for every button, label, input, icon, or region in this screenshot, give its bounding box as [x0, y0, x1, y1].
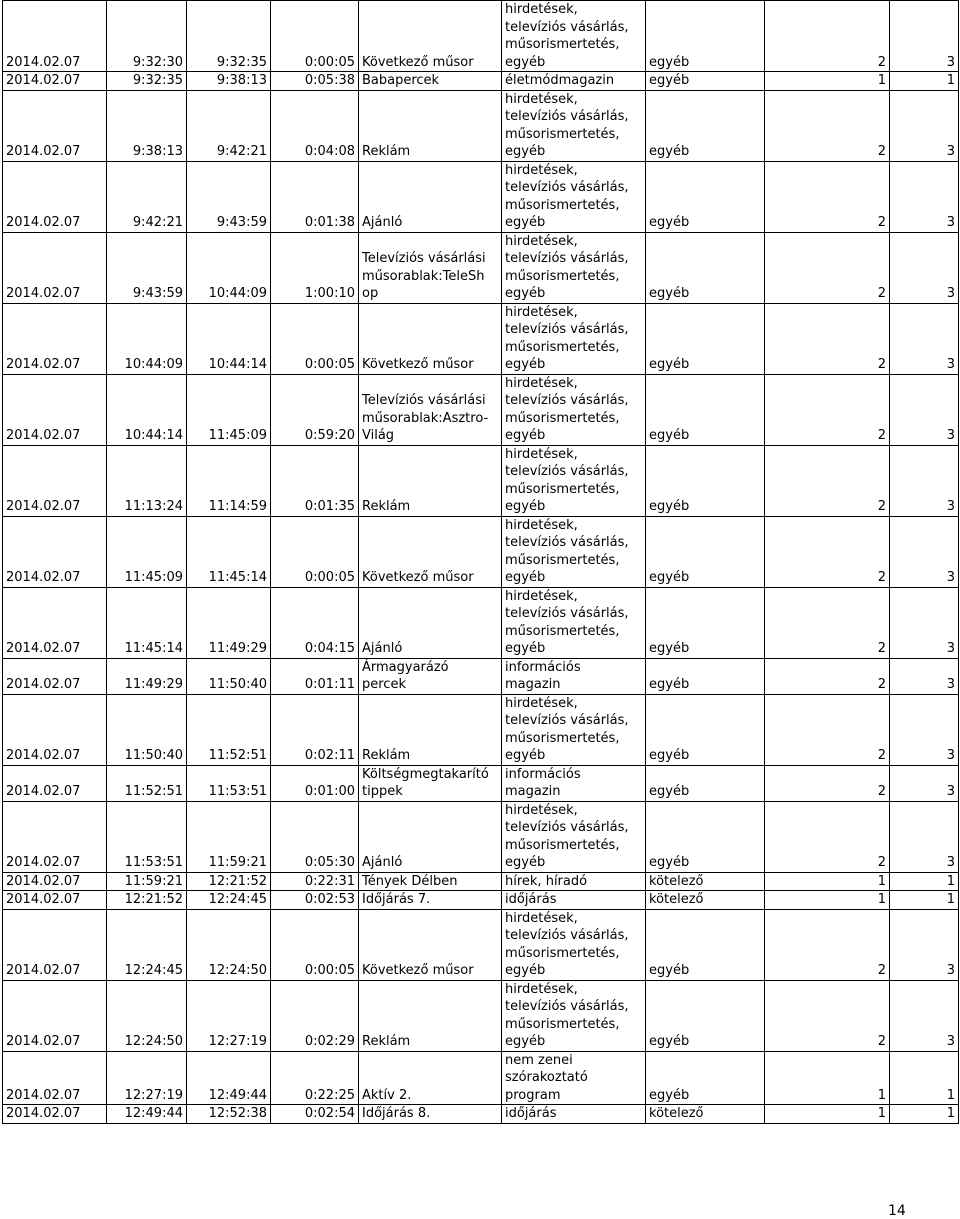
date-cell: 2014.02.07 — [3, 1051, 107, 1105]
date-cell: 2014.02.07 — [3, 445, 107, 516]
broadcast-log-table — [2, 0, 959, 1124]
code-cell: 2 — [765, 909, 890, 980]
genre-cell: hirdetések, televíziós vásárlás, műsorismertetés, egyéb — [502, 303, 646, 374]
table-row — [3, 587, 959, 658]
end-time-cell: 12:24:50 — [187, 909, 271, 980]
date-cell: 2014.02.07 — [3, 303, 107, 374]
duration-cell: 0:01:11 — [271, 658, 359, 694]
table-row — [3, 801, 959, 872]
category-cell: kötelező — [646, 872, 765, 891]
duration-cell: 0:04:15 — [271, 587, 359, 658]
category-cell: egyéb — [646, 694, 765, 765]
table-row — [3, 872, 959, 891]
table-row — [3, 891, 959, 910]
category-cell: egyéb — [646, 801, 765, 872]
start-time-cell: 11:59:21 — [107, 872, 187, 891]
class-cell: 3 — [890, 694, 959, 765]
program-title-cell: Reklám — [359, 445, 502, 516]
genre-cell: nem zenei szórakoztató program — [502, 1051, 646, 1105]
code-cell: 2 — [765, 374, 890, 445]
duration-cell: 0:00:05 — [271, 1, 359, 72]
end-time-cell: 11:14:59 — [187, 445, 271, 516]
program-title-cell: Tények Délben — [359, 872, 502, 891]
end-time-cell: 10:44:14 — [187, 303, 271, 374]
genre-cell: hirdetések, televíziós vásárlás, műsorismertetés, egyéb — [502, 232, 646, 303]
start-time-cell: 12:24:50 — [107, 980, 187, 1051]
date-cell: 2014.02.07 — [3, 891, 107, 910]
start-time-cell: 9:43:59 — [107, 232, 187, 303]
code-cell: 2 — [765, 801, 890, 872]
duration-cell: 0:00:05 — [271, 909, 359, 980]
table-row — [3, 658, 959, 694]
code-cell: 2 — [765, 90, 890, 161]
duration-cell: 0:02:11 — [271, 694, 359, 765]
code-cell: 2 — [765, 303, 890, 374]
class-cell: 3 — [890, 658, 959, 694]
genre-cell: hirdetések, televíziós vásárlás, műsorismertetés, egyéb — [502, 909, 646, 980]
duration-cell: 0:01:35 — [271, 445, 359, 516]
start-time-cell: 9:38:13 — [107, 90, 187, 161]
date-cell: 2014.02.07 — [3, 1105, 107, 1124]
class-cell: 3 — [890, 587, 959, 658]
code-cell: 2 — [765, 694, 890, 765]
class-cell: 1 — [890, 891, 959, 910]
date-cell: 2014.02.07 — [3, 516, 107, 587]
table-row — [3, 516, 959, 587]
genre-cell: hírek, híradó — [502, 872, 646, 891]
program-title-cell: Ajánló — [359, 587, 502, 658]
end-time-cell: 12:49:44 — [187, 1051, 271, 1105]
category-cell: egyéb — [646, 374, 765, 445]
genre-cell: hirdetések, televíziós vásárlás, műsorismertetés, egyéb — [502, 1, 646, 72]
class-cell: 1 — [890, 72, 959, 91]
date-cell: 2014.02.07 — [3, 909, 107, 980]
date-cell: 2014.02.07 — [3, 658, 107, 694]
date-cell: 2014.02.07 — [3, 90, 107, 161]
date-cell: 2014.02.07 — [3, 1, 107, 72]
date-cell: 2014.02.07 — [3, 72, 107, 91]
end-time-cell: 12:21:52 — [187, 872, 271, 891]
code-cell: 1 — [765, 72, 890, 91]
end-time-cell: 9:42:21 — [187, 90, 271, 161]
end-time-cell: 11:53:51 — [187, 765, 271, 801]
start-time-cell: 11:52:51 — [107, 765, 187, 801]
program-title-cell: Időjárás 7. — [359, 891, 502, 910]
date-cell: 2014.02.07 — [3, 694, 107, 765]
class-cell: 3 — [890, 801, 959, 872]
genre-cell: hirdetések, televíziós vásárlás, műsorismertetés, egyéb — [502, 587, 646, 658]
end-time-cell: 10:44:09 — [187, 232, 271, 303]
start-time-cell: 9:42:21 — [107, 161, 187, 232]
end-time-cell: 9:43:59 — [187, 161, 271, 232]
table-row — [3, 90, 959, 161]
start-time-cell: 11:45:14 — [107, 587, 187, 658]
category-cell: egyéb — [646, 765, 765, 801]
class-cell: 3 — [890, 909, 959, 980]
code-cell: 2 — [765, 232, 890, 303]
class-cell: 3 — [890, 90, 959, 161]
class-cell: 3 — [890, 980, 959, 1051]
end-time-cell: 11:45:09 — [187, 374, 271, 445]
duration-cell: 0:05:30 — [271, 801, 359, 872]
duration-cell: 0:00:05 — [271, 516, 359, 587]
duration-cell: 0:02:29 — [271, 980, 359, 1051]
start-time-cell: 10:44:09 — [107, 303, 187, 374]
category-cell: egyéb — [646, 72, 765, 91]
program-title-cell: Ajánló — [359, 161, 502, 232]
date-cell: 2014.02.07 — [3, 980, 107, 1051]
duration-cell: 0:01:38 — [271, 161, 359, 232]
program-title-cell: Következő műsor — [359, 516, 502, 587]
category-cell: egyéb — [646, 980, 765, 1051]
duration-cell: 1:00:10 — [271, 232, 359, 303]
category-cell: egyéb — [646, 909, 765, 980]
table-row — [3, 161, 959, 232]
end-time-cell: 12:27:19 — [187, 980, 271, 1051]
genre-cell: hirdetések, televíziós vásárlás, műsorismertetés, egyéb — [502, 980, 646, 1051]
duration-cell: 0:01:00 — [271, 765, 359, 801]
date-cell: 2014.02.07 — [3, 587, 107, 658]
category-cell: egyéb — [646, 232, 765, 303]
class-cell: 1 — [890, 1105, 959, 1124]
code-cell: 2 — [765, 161, 890, 232]
genre-cell: hirdetések, televíziós vásárlás, műsorismertetés, egyéb — [502, 90, 646, 161]
class-cell: 3 — [890, 303, 959, 374]
date-cell: 2014.02.07 — [3, 161, 107, 232]
end-time-cell: 9:32:35 — [187, 1, 271, 72]
class-cell: 3 — [890, 1, 959, 72]
class-cell: 3 — [890, 516, 959, 587]
genre-cell: hirdetések, televíziós vásárlás, műsorismertetés, egyéb — [502, 694, 646, 765]
code-cell: 1 — [765, 1051, 890, 1105]
class-cell: 3 — [890, 161, 959, 232]
table-row — [3, 980, 959, 1051]
table-row — [3, 72, 959, 91]
genre-cell: hirdetések, televíziós vásárlás, műsorismertetés, egyéb — [502, 374, 646, 445]
code-cell: 1 — [765, 891, 890, 910]
class-cell: 3 — [890, 232, 959, 303]
end-time-cell: 12:52:38 — [187, 1105, 271, 1124]
end-time-cell: 11:45:14 — [187, 516, 271, 587]
genre-cell: információs magazin — [502, 658, 646, 694]
code-cell: 2 — [765, 980, 890, 1051]
page-number: 14 — [888, 1203, 906, 1219]
code-cell: 1 — [765, 1105, 890, 1124]
start-time-cell: 11:45:09 — [107, 516, 187, 587]
start-time-cell: 11:49:29 — [107, 658, 187, 694]
genre-cell: hirdetések, televíziós vásárlás, műsorismertetés, egyéb — [502, 516, 646, 587]
class-cell: 3 — [890, 445, 959, 516]
end-time-cell: 11:52:51 — [187, 694, 271, 765]
category-cell: kötelező — [646, 891, 765, 910]
date-cell: 2014.02.07 — [3, 232, 107, 303]
duration-cell: 0:02:53 — [271, 891, 359, 910]
start-time-cell: 9:32:35 — [107, 72, 187, 91]
duration-cell: 0:59:20 — [271, 374, 359, 445]
start-time-cell: 12:21:52 — [107, 891, 187, 910]
start-time-cell: 12:49:44 — [107, 1105, 187, 1124]
category-cell: egyéb — [646, 161, 765, 232]
code-cell: 2 — [765, 1, 890, 72]
category-cell: egyéb — [646, 658, 765, 694]
class-cell: 1 — [890, 1051, 959, 1105]
table-row — [3, 909, 959, 980]
genre-cell: hirdetések, televíziós vásárlás, műsorismertetés, egyéb — [502, 801, 646, 872]
start-time-cell: 10:44:14 — [107, 374, 187, 445]
genre-cell: időjárás — [502, 1105, 646, 1124]
end-time-cell: 9:38:13 — [187, 72, 271, 91]
code-cell: 2 — [765, 445, 890, 516]
program-title-cell: Ajánló — [359, 801, 502, 872]
table-row — [3, 232, 959, 303]
table-row — [3, 765, 959, 801]
duration-cell: 0:22:31 — [271, 872, 359, 891]
program-title-cell: Reklám — [359, 694, 502, 765]
start-time-cell: 12:24:45 — [107, 909, 187, 980]
program-title-cell: Költségmegtakarító tippek — [359, 765, 502, 801]
category-cell: egyéb — [646, 1051, 765, 1105]
code-cell: 2 — [765, 765, 890, 801]
class-cell: 1 — [890, 872, 959, 891]
category-cell: egyéb — [646, 90, 765, 161]
program-title-cell: Reklám — [359, 90, 502, 161]
genre-cell: hirdetések, televíziós vásárlás, műsorismertetés, egyéb — [502, 161, 646, 232]
end-time-cell: 12:24:45 — [187, 891, 271, 910]
category-cell: egyéb — [646, 587, 765, 658]
program-title-cell: Reklám — [359, 980, 502, 1051]
program-title-cell: Következő műsor — [359, 909, 502, 980]
table-row — [3, 374, 959, 445]
program-title-cell: Babapercek — [359, 72, 502, 91]
end-time-cell: 11:50:40 — [187, 658, 271, 694]
code-cell: 2 — [765, 587, 890, 658]
date-cell: 2014.02.07 — [3, 801, 107, 872]
date-cell: 2014.02.07 — [3, 872, 107, 891]
category-cell: kötelező — [646, 1105, 765, 1124]
duration-cell: 0:22:25 — [271, 1051, 359, 1105]
program-title-cell: Televíziós vásárlási műsorablak:TeleSh op — [359, 232, 502, 303]
program-title-cell: Időjárás 8. — [359, 1105, 502, 1124]
code-cell: 2 — [765, 516, 890, 587]
end-time-cell: 11:49:29 — [187, 587, 271, 658]
table-row — [3, 1105, 959, 1124]
table-row — [3, 1051, 959, 1105]
category-cell: egyéb — [646, 1, 765, 72]
start-time-cell: 11:53:51 — [107, 801, 187, 872]
code-cell: 1 — [765, 872, 890, 891]
start-time-cell: 11:50:40 — [107, 694, 187, 765]
table-row — [3, 445, 959, 516]
date-cell: 2014.02.07 — [3, 374, 107, 445]
start-time-cell: 12:27:19 — [107, 1051, 187, 1105]
start-time-cell: 9:32:30 — [107, 1, 187, 72]
table-row — [3, 694, 959, 765]
program-title-cell: Következő műsor — [359, 1, 502, 72]
class-cell: 3 — [890, 765, 959, 801]
program-title-cell: Ármagyarázó percek — [359, 658, 502, 694]
duration-cell: 0:02:54 — [271, 1105, 359, 1124]
genre-cell: hirdetések, televíziós vásárlás, műsorismertetés, egyéb — [502, 445, 646, 516]
program-title-cell: Televíziós vásárlási műsorablak:Asztro- Világ — [359, 374, 502, 445]
genre-cell: időjárás — [502, 891, 646, 910]
end-time-cell: 11:59:21 — [187, 801, 271, 872]
category-cell: egyéb — [646, 303, 765, 374]
code-cell: 2 — [765, 658, 890, 694]
duration-cell: 0:04:08 — [271, 90, 359, 161]
category-cell: egyéb — [646, 445, 765, 516]
duration-cell: 0:00:05 — [271, 303, 359, 374]
category-cell: egyéb — [646, 516, 765, 587]
start-time-cell: 11:13:24 — [107, 445, 187, 516]
program-title-cell: Következő műsor — [359, 303, 502, 374]
genre-cell: információs magazin — [502, 765, 646, 801]
class-cell: 3 — [890, 374, 959, 445]
date-cell: 2014.02.07 — [3, 765, 107, 801]
program-title-cell: Aktív 2. — [359, 1051, 502, 1105]
duration-cell: 0:05:38 — [271, 72, 359, 91]
genre-cell: életmódmagazin — [502, 72, 646, 91]
table-row — [3, 1, 959, 72]
table-row — [3, 303, 959, 374]
